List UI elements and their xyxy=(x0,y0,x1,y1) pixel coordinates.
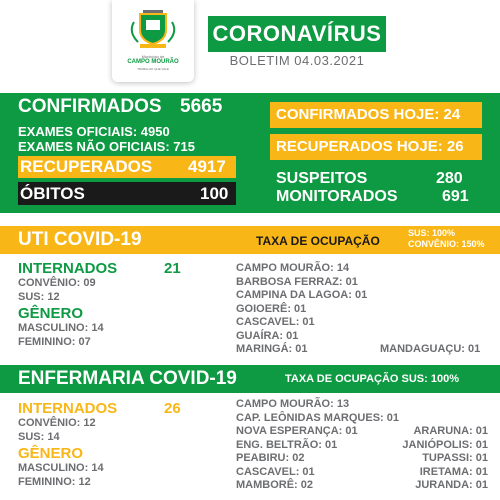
uti-gender-label: GÊNERO xyxy=(18,305,84,322)
uti-sus: SUS: 12 xyxy=(18,291,60,303)
list-item: CAMPINA DA LAGOA: 01 xyxy=(236,289,368,301)
list-item: JANIÓPOLIS: 01 xyxy=(402,438,488,451)
list-item: TUPASSI: 01 xyxy=(422,452,488,464)
list-item: BARBOSA FERRAZ: 01 xyxy=(236,275,358,288)
list-item: GOIOERÊ: 01 xyxy=(236,302,307,315)
list-item: MANDAGUAÇU: 01 xyxy=(380,343,481,355)
suspects-label: SUSPEITOS xyxy=(276,170,368,187)
ward-hospitalized-label: INTERNADOS xyxy=(18,400,118,417)
list-item: MARINGÁ: 01 xyxy=(236,343,308,355)
recovered-today: RECUPERADOS HOJE: 26 xyxy=(276,138,464,155)
list-item: CASCAVEL: 01 xyxy=(236,316,315,328)
confirmed-label: CONFIRMADOS xyxy=(18,96,162,117)
ward-city-list-right xyxy=(402,425,488,493)
ward-occupancy: TAXA DE OCUPAÇÃO SUS: 100% xyxy=(285,373,459,385)
ward-hospitalized-value: 26 xyxy=(164,400,181,417)
uti-hospitalized-value: 21 xyxy=(164,260,181,277)
monitored-value: 691 xyxy=(442,188,469,205)
deaths-label: ÓBITOS xyxy=(20,184,85,203)
list-item: IRETAMA: 01 xyxy=(419,465,488,478)
list-item: GUAÍRA: 01 xyxy=(236,329,299,342)
list-item: CAMPO MOURÃO: 13 xyxy=(236,398,350,410)
uti-convenio: CONVÊNIO: 09 xyxy=(18,277,96,289)
uti-male: MASCULINO: 14 xyxy=(18,322,104,334)
logo-municipio-text: Município de xyxy=(141,54,165,59)
recovered-label: RECUPERADOS xyxy=(20,157,153,176)
uti-hospitalized-label: INTERNADOS xyxy=(18,260,118,277)
uti-occupancy-convenio: CONVÊNIO: 150% xyxy=(408,239,485,249)
ward-city-list-left xyxy=(236,398,399,493)
recovered-value: 4917 xyxy=(188,157,226,176)
ward-convenio: CONVÊNIO: 12 xyxy=(18,417,96,429)
logo-slogan: TRABALHO QUE VALE xyxy=(137,67,169,71)
logo-card xyxy=(112,0,194,82)
uti-city-list xyxy=(236,262,367,357)
list-item: CASCAVEL: 01 xyxy=(236,465,315,478)
ward-female: FEMININO: 12 xyxy=(18,476,91,488)
confirmed-today: CONFIRMADOS HOJE: 24 xyxy=(276,106,461,123)
list-item: ENG. BELTRÃO: 01 xyxy=(236,438,338,451)
ward-male: MASCULINO: 14 xyxy=(18,462,104,474)
uti-female: FEMININO: 07 xyxy=(18,336,91,348)
bulletin-date: BOLETIM 04.03.2021 xyxy=(229,53,365,68)
monitored-label: MONITORADOS xyxy=(276,188,398,205)
list-item: CAMPO MOURÃO: 14 xyxy=(236,262,350,274)
list-item: PEABIRU: 02 xyxy=(236,452,305,464)
list-item: JURANDA: 01 xyxy=(415,479,488,491)
logo-city-name: CAMPO MOURÃO xyxy=(127,59,179,65)
uti-occupancy-sus: SUS: 100% xyxy=(408,228,456,238)
ward-sus: SUS: 14 xyxy=(18,431,60,443)
ward-title: ENFERMARIA COVID-19 xyxy=(18,368,237,389)
confirmed-value: 5665 xyxy=(180,96,223,117)
uti-occupancy-label: TAXA DE OCUPAÇÃO xyxy=(256,234,380,248)
list-item: NOVA ESPERANÇA: 01 xyxy=(236,425,358,437)
deaths-value: 100 xyxy=(200,184,229,203)
unofficial-exams: EXAMES NÃO OFICIAIS: 715 xyxy=(18,139,195,154)
list-item: MAMBORÊ: 02 xyxy=(236,479,314,491)
suspects-value: 280 xyxy=(436,170,463,187)
list-item: CAP. LEÔNIDAS MARQUES: 01 xyxy=(236,411,399,424)
page-title: CORONAVÍRUS xyxy=(212,21,382,46)
uti-title: UTI COVID-19 xyxy=(18,229,142,250)
official-exams: EXAMES OFICIAIS: 4950 xyxy=(18,124,170,139)
ward-gender-label: GÊNERO xyxy=(18,445,84,462)
list-item: ARARUNA: 01 xyxy=(413,425,488,437)
